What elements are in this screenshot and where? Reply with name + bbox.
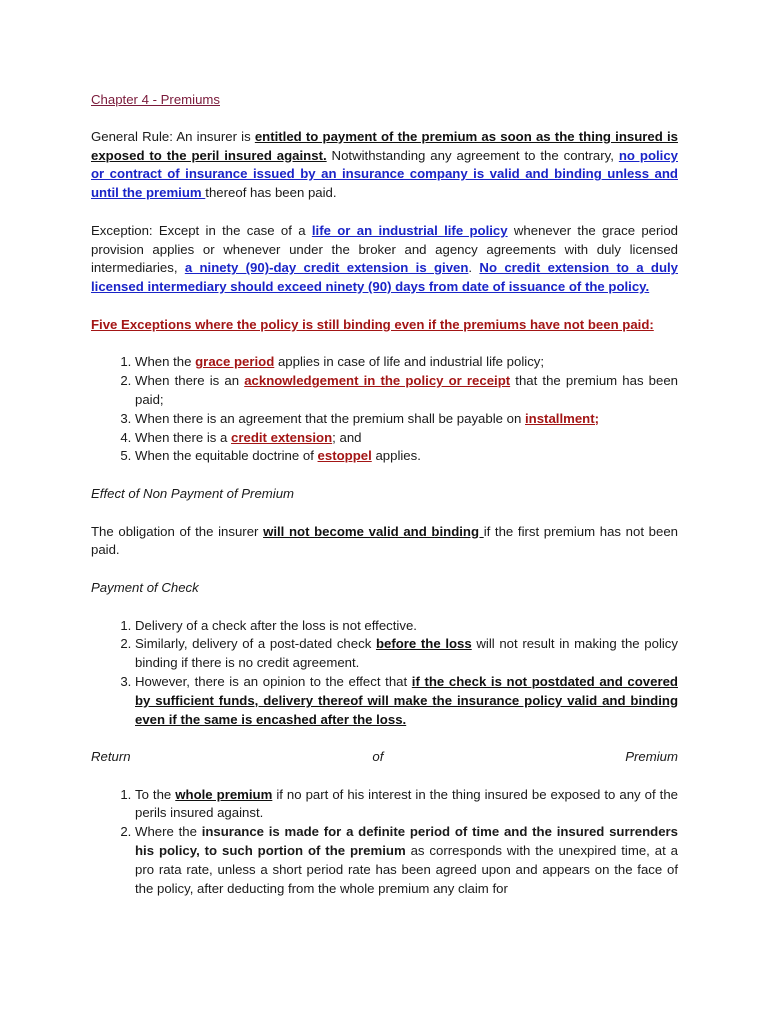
text-run: if the first premium has not been paid. [91, 523, 678, 558]
emphasis-text: installment; [525, 410, 600, 426]
five-exceptions-list [91, 353, 678, 466]
text-run: When the [135, 354, 196, 370]
list-item [135, 410, 678, 429]
emphasis-text: if the check is not postdated and covered by sufficient funds, delivery thereof will make the insurance policy valid and binding even if the same is encashed after the loss. [135, 673, 678, 727]
effect-heading: Effect of Non Payment of Premium [91, 485, 295, 501]
text-run: Similarly, delivery of a post-dated check [135, 636, 376, 652]
list-item [135, 635, 678, 673]
text-run: will not result in making the policy binding if there is no credit agreement. [135, 636, 678, 671]
list-item [135, 617, 678, 636]
text-run: Notwithstanding any agreement to the contrary, [326, 147, 619, 163]
text-run: When there is a [135, 429, 232, 445]
emphasis-text: grace period [195, 354, 275, 370]
text-run: applies. [371, 448, 421, 464]
list-item [135, 786, 678, 824]
check-list [91, 617, 678, 730]
text-run: . [468, 260, 480, 276]
text-run: Delivery of a check after the loss is not effective. [135, 617, 417, 633]
document-body [91, 91, 678, 898]
emphasis-text: No credit extension to a duly licensed intermediary should exceed ninety (90) days from date of issuance of the policy. [91, 260, 678, 295]
list-item [135, 673, 678, 729]
text-run: General Rule: An insurer is [91, 128, 255, 144]
emphasis-text: acknowledgement in the policy or receipt [244, 373, 511, 389]
emphasis-text: whole premium [175, 786, 273, 802]
effect-paragraph [91, 523, 678, 561]
general-rule-paragraph [91, 128, 678, 203]
emphasis-text: will not become valid and binding [263, 523, 484, 539]
emphasis-text: no policy or contract of insurance issued by an insurance company is valid and binding unless and until the premium [91, 147, 678, 201]
list-item [135, 447, 678, 466]
heading-word: Return [91, 749, 131, 765]
heading-word: of [372, 749, 384, 765]
list-item [135, 823, 678, 898]
text-run: When there is an agreement that the premium shall be payable on [135, 410, 525, 426]
emphasis-text: a ninety (90)-day credit extension is given [184, 260, 469, 276]
text-run: The obligation of the insurer [91, 523, 264, 539]
text-run: Exception: Except in the case of a [91, 222, 312, 238]
text-run: whenever the grace period provision applies or whenever under the broker and agency agreements with duly licensed intermediaries, [91, 222, 679, 276]
chapter-title: Chapter 4 - Premiums [91, 92, 220, 107]
heading-word: Premium [625, 749, 678, 765]
exception-paragraph [91, 222, 678, 297]
check-heading: Payment of Check [91, 579, 199, 595]
return-list [91, 786, 678, 899]
text-run: ; and [332, 429, 362, 445]
emphasis-text: before the loss [375, 636, 472, 652]
emphasis-text: entitled to payment of the premium as soon as the thing insured is exposed to the peril insured against. [91, 128, 678, 163]
text-run: applies in case of life and industrial life policy; [274, 354, 545, 370]
text-run: as corresponds with the unexpired time, at a pro rata rate, unless a short period rate has been agreed upon and appears on the face of the policy, after deducting from the whole premium any claim for [135, 843, 678, 896]
emphasis-text: estoppel [317, 448, 372, 464]
text-run: thereof has been paid. [205, 185, 337, 201]
return-of-premium-heading [91, 748, 678, 767]
emphasis-text: insurance is made for a definite period of time and the insured surrenders his policy, to such portion of the premium [135, 824, 678, 859]
text-run: if no part of his interest in the thing insured be exposed to any of the perils insured against. [135, 786, 678, 821]
five-exceptions-heading: Five Exceptions where the policy is still binding even if the premiums have not been paid: [91, 316, 654, 332]
text-run: However, there is an opinion to the effect that [135, 673, 412, 689]
list-item [135, 372, 678, 410]
list-item [135, 429, 678, 448]
text-run: Where the [135, 824, 202, 840]
text-run: that the premium has been paid; [135, 373, 679, 407]
text-run: When there is an [135, 373, 245, 389]
text-run: When the equitable doctrine of [135, 448, 318, 464]
emphasis-text: credit extension [231, 429, 333, 445]
emphasis-text: life or an industrial life policy [311, 222, 508, 238]
list-item [135, 353, 678, 372]
text-run: To the [135, 786, 176, 802]
